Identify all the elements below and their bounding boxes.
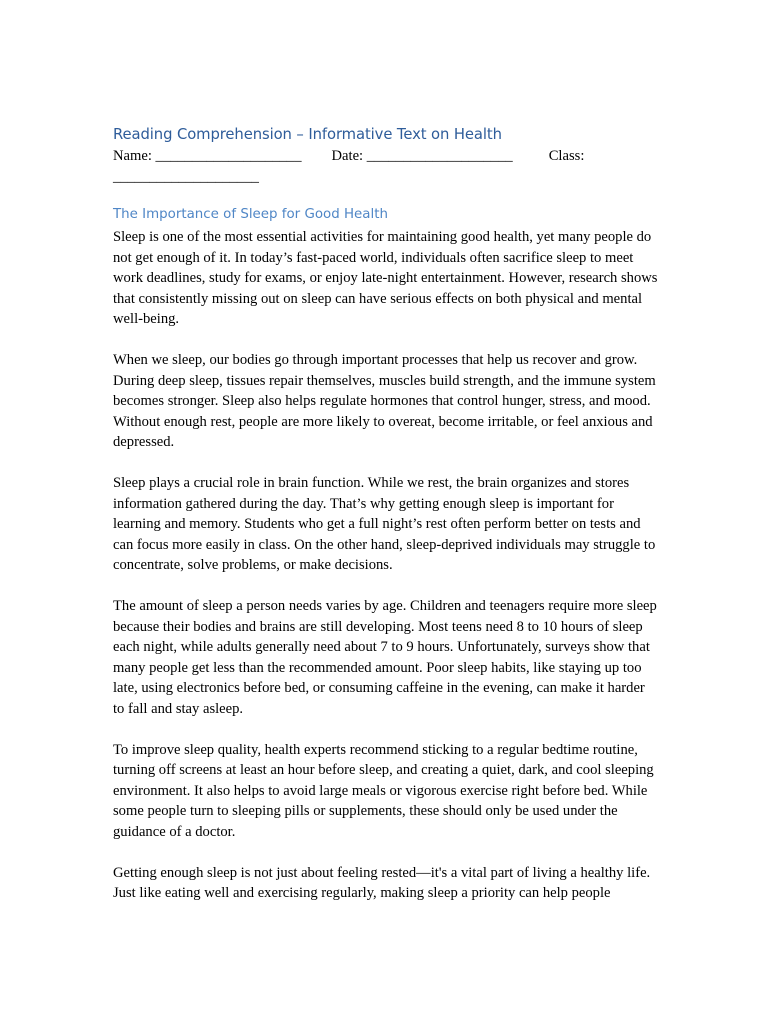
- date-field: Date: ____________________: [331, 148, 513, 164]
- header-fields: [113, 146, 658, 187]
- paragraph: When we sleep, our bodies go through important processes that help us recover and grow. During deep sleep, tissues repair themselves, muscles build strength, and the immune system becomes stronger. Sleep also helps regulate hormones that control hunger, stress, and mood. Without enough rest, people are more likely to overeat, become irritable, or feel anxious and depressed.: [113, 352, 656, 450]
- paragraph: Sleep is one of the most essential activities for maintaining good health, yet many people do not get enough of it. In today’s fast-paced world, individuals often sacrifice sleep to meet work deadlines, study for exams, or enjoy late-night entertainment. However, research shows that consistently missing out on sleep can have serious effects on both physical and mental well-being.: [113, 229, 658, 327]
- class-field-label: Class:: [548, 148, 585, 164]
- paragraph: Getting enough sleep is not just about feeling rested—it's a vital part of living a healthy life. Just like eating well and exercising regularly, making sleep a priority can help people: [113, 864, 651, 901]
- class-field-line: ____________________: [113, 168, 259, 185]
- document-page: [113, 124, 658, 904]
- section-heading: The Importance of Sleep for Good Health: [113, 207, 388, 222]
- paragraph: Sleep plays a crucial role in brain function. While we rest, the brain organizes and stores information gathered during the day. That’s why getting enough sleep is important for learning and memory. Students who get a full night’s rest often perform better on tests and can focus more easily in class. On the other hand, sleep-deprived individuals may struggle to concentrate, solve problems, or make decisions.: [113, 475, 656, 573]
- paragraph: The amount of sleep a person needs varies by age. Children and teenagers require more sleep because their bodies and brains are still developing. Most teens need 8 to 10 hours of sleep each night, while adults generally need about 7 to 9 hours. Unfortunately, surveys show that many people get less than the recommended amount. Poor sleep habits, like staying up too late, using electronics before bed, or consuming caffeine in the evening, can make it harder to fall and stay asleep.: [113, 598, 657, 717]
- document-title: Reading Comprehension – Informative Text on Health: [113, 126, 502, 143]
- name-field: Name: ____________________: [113, 148, 302, 164]
- article-body: [113, 227, 658, 904]
- paragraph: To improve sleep quality, health experts recommend sticking to a regular bedtime routine, turning off screens at least an hour before sleep, and creating a quiet, dark, and cool sleeping environment. It also helps to avoid large meals or vigorous exercise right before bed. While some people turn to sleeping pills or supplements, these should only be used under the guidance of a doctor.: [113, 741, 654, 840]
